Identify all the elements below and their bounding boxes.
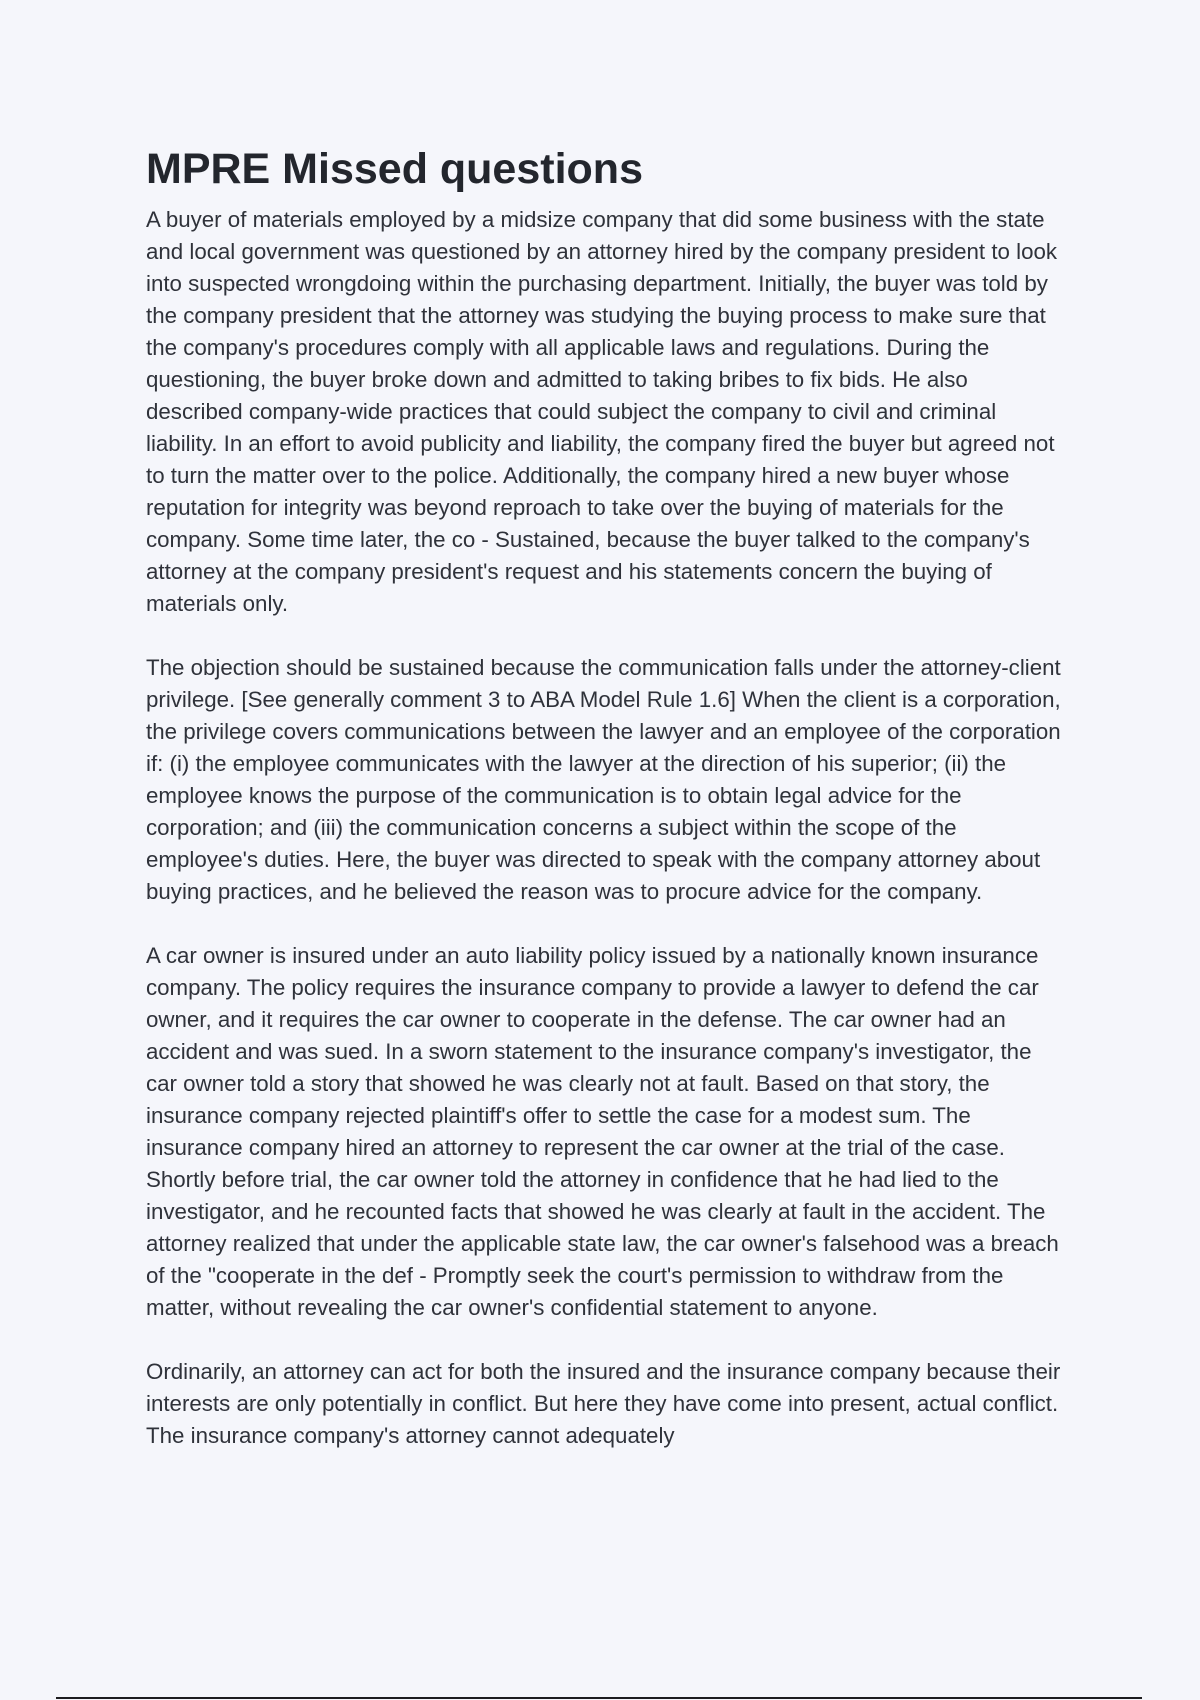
- page-bottom-divider: [56, 1697, 1142, 1699]
- document-page: [146, 140, 1066, 1484]
- paragraph-question-2: A car owner is insured under an auto liability policy issued by a nationally known insurance company. The policy requires the insurance company to provide a lawyer to defend the car owner, and it requires the car owner to cooperate in the defense. The car owner had an accident and was sued. In a sworn statement to the insurance company's investigator, the car owner told a story that showed he was clearly not at fault. Based on that story, the insurance company rejected plaintiff's offer to settle the case for a modest sum. The insurance company hired an attorney to represent the car owner at the trial of the case. Shortly before trial, the car owner told the attorney in confidence that he had lied to the investigator, and he recounted facts that showed he was clearly at fault in the accident. The attorney realized that under the applicable state law, the car owner's falsehood was a breach of the "cooperate in the def - Promptly seek the court's permission to withdraw from the matter, without revealing the car owner's confidential statement to anyone.: [146, 943, 1059, 1320]
- paragraph-explanation-2: Ordinarily, an attorney can act for both the insured and the insurance company because their interests are only potentially in conflict. But here they have come into present, actual conflict. The insurance company's attorney cannot adequately: [146, 1359, 1061, 1448]
- paragraph-question-1: A buyer of materials employed by a midsize company that did some business with the state and local government was questioned by an attorney hired by the company president to look into suspected wrongdoing within the purchasing department. Initially, the buyer was told by the company president that the attorney was studying the buying process to make sure that the company's procedures comply with all applicable laws and regulations. During the questioning, the buyer broke down and admitted to taking bribes to fix bids. He also described company-wide practices that could subject the company to civil and criminal liability. In an effort to avoid publicity and liability, the company fired the buyer but agreed not to turn the matter over to the police. Additionally, the company hired a new buyer whose reputation for integrity was beyond reproach to take over the buying of materials for the company. Some time later, the co - Sustained, because the buyer talked to the company's attorney at the company president's request and his statements concern the buying of materials only.: [146, 207, 1058, 616]
- paragraph-explanation-1: The objection should be sustained because the communication falls under the attorney-client privilege. [See generally comment 3 to ABA Model Rule 1.6] When the client is a corporation, the privilege covers communications between the lawyer and an employee of the corporation if: (i) the employee communicates with the lawyer at the direction of his superior; (ii) the employee knows the purpose of the communication is to obtain legal advice for the corporation; and (iii) the communication concerns a subject within the scope of the employee's duties. Here, the buyer was directed to speak with the company attorney about buying practices, and he believed the reason was to procure advice for the company.: [146, 655, 1061, 904]
- page-title: MPRE Missed questions: [146, 145, 643, 193]
